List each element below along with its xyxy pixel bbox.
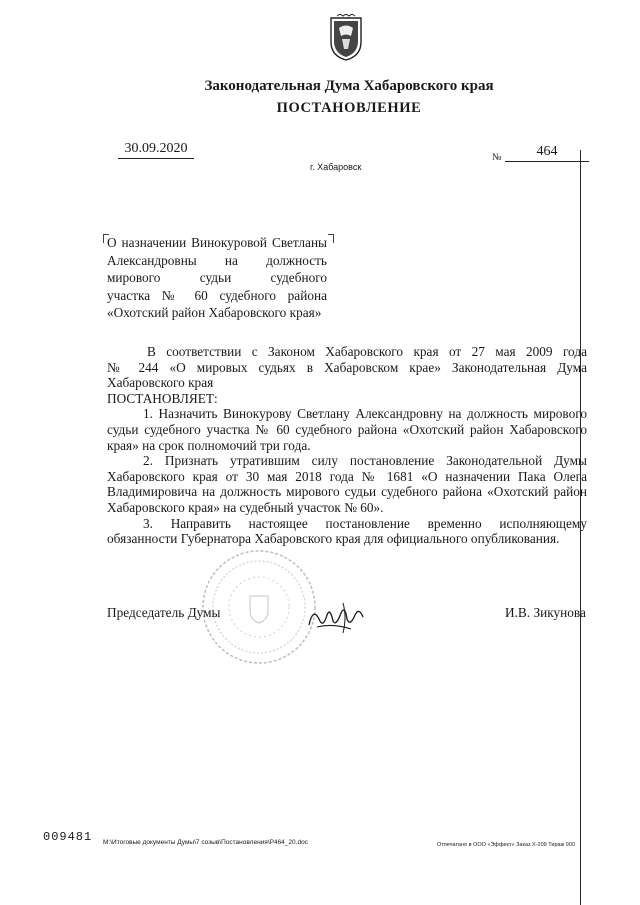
body-line: Владимировича на должность мирового судьи судебного района «Охотский район <box>107 484 587 500</box>
subject-line: О назначении Винокуровой Светланы <box>107 235 327 250</box>
document-type: ПОСТАНОВЛЕНИЕ <box>276 100 422 116</box>
subject-line: участка № 60 судебного района <box>107 287 327 303</box>
signatory-position: Председатель Думы <box>107 605 221 620</box>
document-date: 30.09.2020 <box>118 141 194 159</box>
body-line: обязанности Губернатора Хабаровского края для официального опубликования. <box>107 531 560 547</box>
body-text <box>107 344 587 547</box>
document-city: г. Хабаровск <box>310 162 362 172</box>
print-imprint: Отпечатано в ООО «Эффект» Заказ Х-209 Тираж 900 <box>437 842 575 848</box>
body-line: края» на срок полномочий три года. <box>107 437 311 453</box>
body-line: Хабаровского края от 30 мая 2018 года № 1681 «О назначении Пака Олега <box>107 468 587 484</box>
subject-block <box>107 234 327 322</box>
body-line: 3. Направить настоящее постановление временно исполняющему <box>143 515 587 531</box>
coat-of-arms-icon <box>327 14 365 62</box>
subject-line: мирового судьи судебного <box>107 270 327 285</box>
signatory-name: И.В. Зикунова <box>505 605 586 620</box>
file-path: M:\Итоговые документы Думы\7 созыв\Постановления\P464_20.doc <box>103 839 308 846</box>
registration-number: 009481 <box>43 830 93 844</box>
subject-bracket-right <box>328 234 334 243</box>
authority-title: Законодательная Дума Хабаровского края <box>204 78 494 94</box>
body-line: Хабаровского края <box>107 375 214 391</box>
body-line: В соответствии с Законом Хабаровского края от 27 мая 2009 года <box>147 344 587 359</box>
subject-line: Александровны на должность <box>107 252 327 268</box>
handwritten-signature-icon <box>303 597 373 637</box>
body-line: № 244 «О мировых судьях в Хабаровском крае» Законодательная Дума <box>107 359 587 375</box>
number-label: № <box>492 152 502 163</box>
body-line: 2. Признать утратившим силу постановление Законодательной Думы <box>143 453 587 469</box>
document-number: 464 <box>505 144 589 162</box>
subject-line: «Охотский район Хабаровского края» <box>107 305 322 320</box>
body-line: 1. Назначить Винокурову Светлану Александровну на должность мирового <box>143 406 587 422</box>
body-line: ПОСТАНОВЛЯЕТ: <box>107 390 218 406</box>
body-line: судьи судебного участка № 60 судебного района «Охотский район Хабаровского <box>107 421 587 437</box>
body-line: Хабаровского края» на судебный участок № 60». <box>107 499 384 515</box>
